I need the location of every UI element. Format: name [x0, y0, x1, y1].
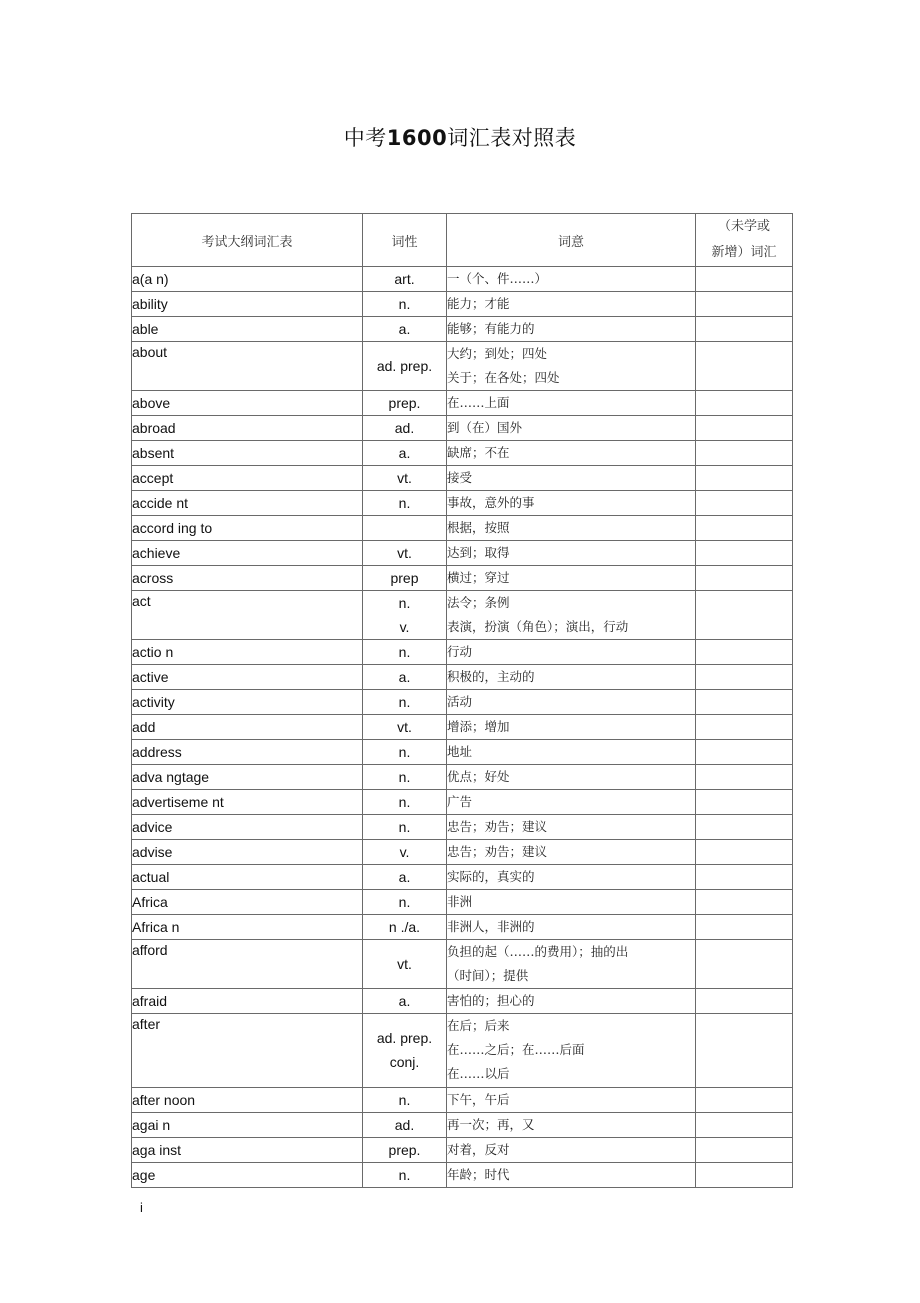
part-of-speech-line: ad. [394, 420, 415, 436]
new-word-cell [696, 640, 793, 665]
table-row [132, 815, 793, 840]
table-row [132, 865, 793, 890]
meaning-line: 大约；到处；四处 [447, 346, 548, 361]
part-of-speech-line: ad. prep. [376, 358, 433, 374]
vocab-word: actual [132, 865, 363, 890]
new-word-cell [696, 591, 793, 640]
meaning-line: 非洲 [447, 894, 473, 909]
table-row [132, 640, 793, 665]
vocab-word: ability [132, 292, 363, 317]
part-of-speech [363, 267, 447, 292]
meaning-line: 优点；好处 [447, 769, 510, 784]
part-of-speech-line: v. [399, 844, 410, 860]
part-of-speech [363, 317, 447, 342]
part-of-speech [363, 1087, 447, 1112]
vocab-word: activity [132, 690, 363, 715]
part-of-speech-line: vt. [397, 956, 412, 972]
table-row [132, 940, 793, 989]
meaning [447, 815, 696, 840]
meaning [447, 915, 696, 940]
meaning [447, 1137, 696, 1162]
part-of-speech-line: n. [398, 595, 411, 611]
part-of-speech-line: ad. prep. [376, 1030, 433, 1047]
meaning-line: 活动 [447, 694, 473, 709]
meaning-line: 在……以后 [447, 1066, 510, 1082]
new-word-cell [696, 940, 793, 989]
vocab-word: after noon [132, 1087, 363, 1112]
meaning [447, 342, 696, 391]
part-of-speech-line: vt. [397, 545, 412, 561]
part-of-speech [363, 865, 447, 890]
part-of-speech-line: n. [398, 794, 411, 810]
part-of-speech [363, 466, 447, 491]
vocab-word: agai n [132, 1112, 363, 1137]
meaning-line: 增添；增加 [447, 719, 510, 734]
vocab-word: above [132, 391, 363, 416]
header-pos: 词性 [363, 214, 447, 267]
part-of-speech-line: n ./a. [388, 919, 421, 935]
meaning-line: 横过；穿过 [447, 570, 510, 585]
part-of-speech-line: a. [398, 321, 411, 337]
table-row [132, 790, 793, 815]
new-word-cell [696, 441, 793, 466]
vocab-word: able [132, 317, 363, 342]
meaning-line: 在……上面 [447, 395, 510, 410]
table-row [132, 342, 793, 391]
table-row [132, 292, 793, 317]
table-body [132, 267, 793, 1188]
meaning [447, 865, 696, 890]
part-of-speech [363, 391, 447, 416]
meaning [447, 267, 696, 292]
part-of-speech [363, 516, 447, 541]
meaning [447, 790, 696, 815]
part-of-speech [363, 416, 447, 441]
meaning [447, 516, 696, 541]
meaning-line: 在……之后；在……后面 [447, 1042, 585, 1058]
header-extra-line2: 新增）词汇 [711, 245, 777, 260]
meaning [447, 1162, 696, 1187]
meaning-line: 行动 [447, 644, 473, 659]
new-word-cell [696, 391, 793, 416]
new-word-cell [696, 317, 793, 342]
new-word-cell [696, 466, 793, 491]
table-row [132, 466, 793, 491]
vocab-word: advertiseme nt [132, 790, 363, 815]
new-word-cell [696, 1162, 793, 1187]
new-word-cell [696, 740, 793, 765]
part-of-speech [363, 566, 447, 591]
table-row [132, 441, 793, 466]
part-of-speech [363, 690, 447, 715]
header-extra-line1: （未学或 [717, 219, 770, 234]
meaning-line: 负担的起（……的费用）；抽的出 [447, 944, 629, 959]
part-of-speech [363, 541, 447, 566]
meaning [447, 1014, 696, 1088]
part-of-speech [363, 915, 447, 940]
table-row [132, 1137, 793, 1162]
vocab-word: across [132, 566, 363, 591]
table-row [132, 516, 793, 541]
meaning [447, 541, 696, 566]
table-row [132, 591, 793, 640]
new-word-cell [696, 491, 793, 516]
new-word-cell [696, 890, 793, 915]
vocab-word: act [132, 591, 363, 640]
part-of-speech-line: a. [398, 669, 411, 685]
part-of-speech [363, 665, 447, 690]
new-word-cell [696, 1137, 793, 1162]
meaning-line: 法令；条例 [447, 595, 510, 610]
new-word-cell [696, 989, 793, 1014]
meaning-line: 积极的，主动的 [447, 669, 535, 684]
page-number: i [140, 1200, 143, 1215]
table-row [132, 690, 793, 715]
new-word-cell [696, 815, 793, 840]
meaning-line: 广告 [447, 794, 473, 809]
new-word-cell [696, 1087, 793, 1112]
new-word-cell [696, 267, 793, 292]
meaning-line: （时间）；提供 [447, 968, 529, 983]
meaning-line: 实际的，真实的 [447, 869, 535, 884]
meaning [447, 840, 696, 865]
table-row [132, 1112, 793, 1137]
part-of-speech [363, 840, 447, 865]
header-extra [696, 214, 793, 267]
part-of-speech-line: vt. [397, 470, 412, 486]
meaning [447, 292, 696, 317]
part-of-speech-line: a. [398, 445, 411, 461]
meaning-line: 根据，按照 [447, 520, 510, 535]
part-of-speech [363, 441, 447, 466]
vocab-word: actio n [132, 640, 363, 665]
meaning [447, 665, 696, 690]
part-of-speech-line: n. [398, 744, 411, 760]
new-word-cell [696, 292, 793, 317]
part-of-speech [363, 1014, 447, 1088]
part-of-speech-line: n. [398, 694, 411, 710]
part-of-speech-line: n. [398, 894, 411, 910]
new-word-cell [696, 342, 793, 391]
new-word-cell [696, 665, 793, 690]
part-of-speech [363, 591, 447, 640]
part-of-speech-line: v. [399, 619, 410, 635]
meaning-line: 非洲人，非洲的 [447, 919, 535, 934]
part-of-speech-line: n. [398, 296, 411, 312]
meaning-line: 对着，反对 [447, 1141, 510, 1157]
part-of-speech [363, 1162, 447, 1187]
meaning-line: 忠告；劝告；建议 [447, 844, 548, 859]
meaning [447, 640, 696, 665]
meaning-line: 能够；有能力的 [447, 321, 535, 336]
new-word-cell [696, 715, 793, 740]
table-row [132, 890, 793, 915]
new-word-cell [696, 541, 793, 566]
part-of-speech [363, 890, 447, 915]
table-row [132, 840, 793, 865]
header-meaning: 词意 [447, 214, 696, 267]
table-row [132, 566, 793, 591]
table-row [132, 665, 793, 690]
vocab-word: advice [132, 815, 363, 840]
part-of-speech [363, 292, 447, 317]
table-row [132, 915, 793, 940]
part-of-speech-line: a. [398, 869, 411, 885]
table-row [132, 1087, 793, 1112]
new-word-cell [696, 1112, 793, 1137]
meaning-line: 忠告；劝告；建议 [447, 819, 548, 834]
part-of-speech [363, 989, 447, 1014]
meaning [447, 466, 696, 491]
new-word-cell [696, 790, 793, 815]
part-of-speech-line: n. [398, 495, 411, 511]
meaning [447, 1087, 696, 1112]
part-of-speech-line: n. [398, 819, 411, 835]
vocab-word: Africa n [132, 915, 363, 940]
meaning-line: 能力；才能 [447, 296, 510, 311]
meaning [447, 765, 696, 790]
part-of-speech [363, 1112, 447, 1137]
vocab-word: absent [132, 441, 363, 466]
table-row [132, 715, 793, 740]
part-of-speech-line: prep. [388, 395, 421, 411]
table-row [132, 416, 793, 441]
part-of-speech [363, 640, 447, 665]
part-of-speech-line: a. [398, 993, 411, 1009]
table-row [132, 267, 793, 292]
vocab-word: add [132, 715, 363, 740]
meaning-line: 到（在）国外 [447, 420, 523, 435]
meaning-line: 达到；取得 [447, 545, 510, 560]
page-title [0, 122, 920, 152]
meaning-line: 年龄；时代 [447, 1166, 510, 1182]
meaning-line: 下午，午后 [447, 1091, 510, 1107]
new-word-cell [696, 915, 793, 940]
meaning-line: 再一次；再，又 [447, 1116, 535, 1132]
vocab-word: achieve [132, 541, 363, 566]
table-row [132, 391, 793, 416]
part-of-speech-line: prep [390, 570, 419, 586]
new-word-cell [696, 690, 793, 715]
part-of-speech-line: prep. [388, 1141, 421, 1158]
vocabulary-table [131, 213, 793, 1188]
part-of-speech-line: ad. [394, 1116, 415, 1133]
table-row [132, 541, 793, 566]
meaning [447, 441, 696, 466]
part-of-speech [363, 1137, 447, 1162]
vocab-word: aga inst [132, 1137, 363, 1162]
meaning [447, 416, 696, 441]
vocab-word: advise [132, 840, 363, 865]
meaning [447, 391, 696, 416]
meaning [447, 690, 696, 715]
meaning-line: 事故，意外的事 [447, 495, 535, 510]
vocab-word: accord ing to [132, 516, 363, 541]
meaning [447, 317, 696, 342]
part-of-speech-line: n. [398, 1091, 411, 1108]
part-of-speech [363, 715, 447, 740]
vocab-word: about [132, 342, 363, 391]
new-word-cell [696, 765, 793, 790]
new-word-cell [696, 865, 793, 890]
part-of-speech-line: conj. [389, 1054, 420, 1071]
new-word-cell [696, 516, 793, 541]
title-suffix: 词汇表对照表 [447, 126, 577, 150]
meaning [447, 890, 696, 915]
part-of-speech [363, 342, 447, 391]
meaning [447, 940, 696, 989]
part-of-speech-line: n. [398, 1166, 411, 1183]
header-word: 考试大纲词汇表 [132, 214, 363, 267]
title-prefix: 中考 [343, 126, 387, 150]
part-of-speech [363, 491, 447, 516]
part-of-speech [363, 815, 447, 840]
vocab-word: abroad [132, 416, 363, 441]
new-word-cell [696, 566, 793, 591]
part-of-speech [363, 740, 447, 765]
meaning-line: 在后；后来 [447, 1018, 510, 1034]
vocab-word: adva ngtage [132, 765, 363, 790]
vocab-word: a(a n) [132, 267, 363, 292]
part-of-speech-line: vt. [397, 719, 412, 735]
table-header-row [132, 214, 793, 267]
meaning [447, 715, 696, 740]
vocab-word: age [132, 1162, 363, 1187]
part-of-speech [363, 940, 447, 989]
table-row [132, 765, 793, 790]
new-word-cell [696, 1014, 793, 1088]
meaning [447, 740, 696, 765]
meaning [447, 491, 696, 516]
table-row [132, 740, 793, 765]
meaning [447, 591, 696, 640]
vocab-word: active [132, 665, 363, 690]
part-of-speech-line: n. [398, 769, 411, 785]
part-of-speech-line: art. [394, 271, 415, 287]
table-row [132, 491, 793, 516]
meaning-line: 害怕的；担心的 [447, 993, 535, 1008]
table-row [132, 989, 793, 1014]
meaning-line: 接受 [447, 470, 473, 485]
part-of-speech [363, 790, 447, 815]
title-number: 1600 [386, 126, 448, 150]
meaning [447, 566, 696, 591]
table-row [132, 317, 793, 342]
meaning-line: 地址 [447, 744, 473, 759]
vocab-word: afraid [132, 989, 363, 1014]
vocab-word: after [132, 1014, 363, 1088]
new-word-cell [696, 416, 793, 441]
vocab-word: afford [132, 940, 363, 989]
meaning [447, 1112, 696, 1137]
part-of-speech [363, 765, 447, 790]
table-row [132, 1162, 793, 1187]
part-of-speech-line: n. [398, 644, 411, 660]
vocab-word: Africa [132, 890, 363, 915]
vocab-word: address [132, 740, 363, 765]
vocab-word: accept [132, 466, 363, 491]
meaning-line: 表演，扮演（角色）；演出，行动 [447, 619, 629, 634]
meaning-line: 缺席；不在 [447, 445, 510, 460]
new-word-cell [696, 840, 793, 865]
meaning-line: 关于；在各处；四处 [447, 370, 560, 385]
meaning [447, 989, 696, 1014]
meaning-line: 一（个、件……） [447, 271, 548, 286]
table-row [132, 1014, 793, 1088]
vocab-word: accide nt [132, 491, 363, 516]
